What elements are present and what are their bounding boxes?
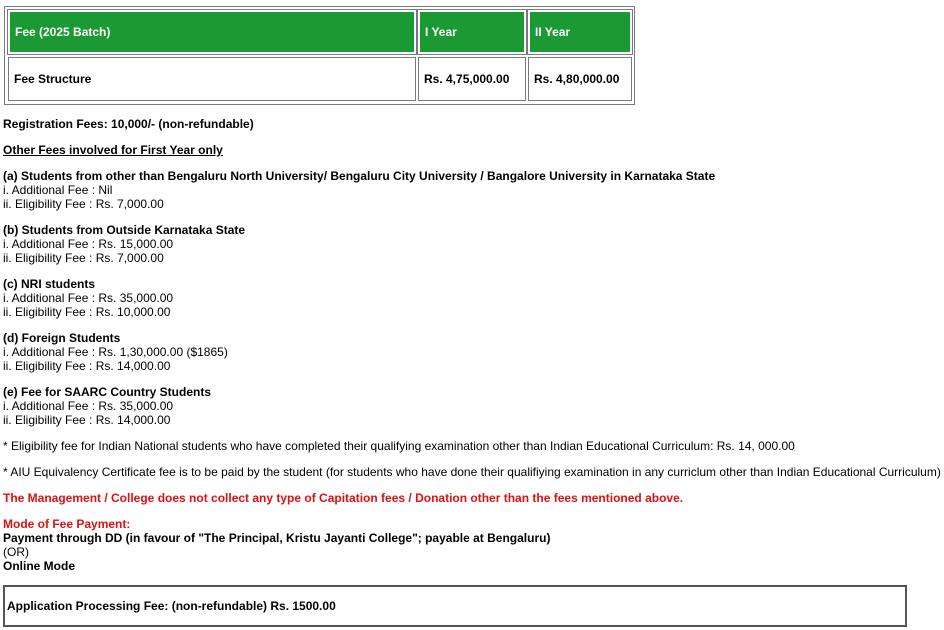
header-first-year: I Year: [418, 10, 526, 54]
category-e-title: (e) Fee for SAARC Country Students: [3, 385, 212, 399]
payment-online: Online Mode: [3, 559, 75, 573]
fee-structure-label: Fee Structure: [8, 57, 416, 101]
category-c-title: (c) NRI students: [3, 277, 96, 291]
category-b-eligibility-fee: ii. Eligibility Fee : Rs. 7,000.00: [3, 251, 164, 265]
application-fee-text: Application Processing Fee: (non-refundable) Rs. 1500.00: [7, 599, 336, 613]
application-fee-box: [3, 585, 907, 627]
category-c-additional-fee: i. Additional Fee : Rs. 35,000.00: [3, 291, 174, 305]
category-b-title: (b) Students from Outside Karnataka State: [3, 223, 246, 237]
payment-dd: Payment through DD (in favour of "The Principal, Kristu Jayanti College"; payable at Bengaluru): [3, 531, 551, 545]
header-second-year: II Year: [528, 10, 632, 54]
category-c-eligibility-fee: ii. Eligibility Fee : Rs. 10,000.00: [3, 305, 171, 319]
other-fees-heading: Other Fees involved for First Year only: [3, 143, 223, 157]
payment-or: (OR): [3, 545, 29, 559]
category-d-additional-fee: i. Additional Fee : Rs. 1,30,000.00 ($1865): [3, 345, 228, 359]
category-e-additional-fee: i. Additional Fee : Rs. 35,000.00: [3, 399, 174, 413]
category-a-title: (a) Students from other than Bengaluru North University/ Bengaluru City University / Bangalore University in Karnataka State: [3, 169, 716, 183]
payment-heading: Mode of Fee Payment:: [3, 517, 131, 531]
category-e-eligibility-fee: ii. Eligibility Fee : Rs. 14,000.00: [3, 413, 171, 427]
category-d-eligibility-fee: ii. Eligibility Fee : Rs. 14,000.00: [3, 359, 171, 373]
category-a-eligibility-fee: ii. Eligibility Fee : Rs. 7,000.00: [3, 197, 164, 211]
category-a-additional-fee: i. Additional Fee : Nil: [3, 183, 113, 197]
category-b-additional-fee: i. Additional Fee : Rs. 15,000.00: [3, 237, 174, 251]
eligibility-note: * Eligibility fee for Indian National students who have completed their qualifying examination other than Indian Educational Curriculum: Rs. 14, 000.00: [3, 439, 795, 453]
fee-table: [4, 6, 635, 105]
second-year-fee: Rs. 4,80,000.00: [528, 57, 632, 101]
capitation-notice: The Management / College does not collect any type of Capitation fees / Donation other than the fees mentioned above.: [3, 491, 684, 505]
aiu-note: * AIU Equivalency Certificate fee is to be paid by the student (for students who have done their qualifiying examination in any curriclum other than Indian Educational Curriculum): [3, 465, 941, 479]
header-fee-batch: Fee (2025 Batch): [8, 10, 416, 54]
category-d-title: (d) Foreign Students: [3, 331, 121, 345]
registration-fee: Registration Fees: 10,000/- (non-refundable): [3, 117, 254, 131]
first-year-fee: Rs. 4,75,000.00: [418, 57, 526, 101]
